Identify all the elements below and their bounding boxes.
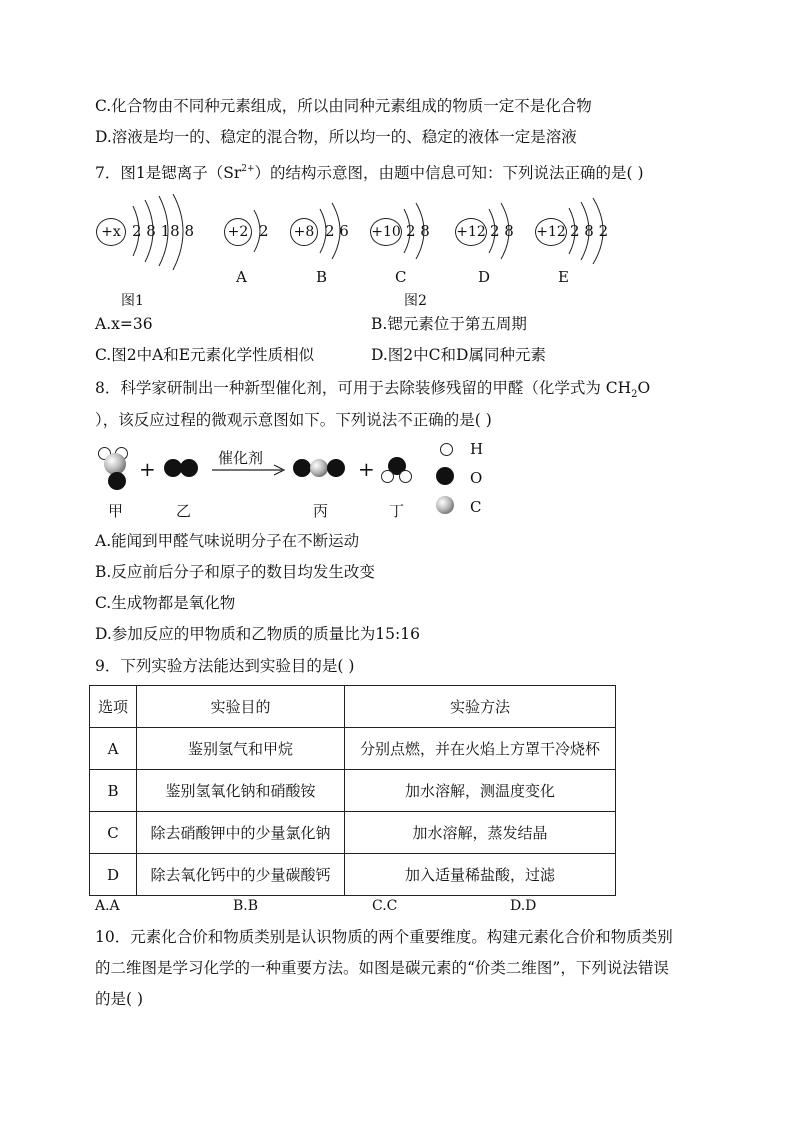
plus-sign: + <box>358 457 375 481</box>
q7-option-c: C.图2中A和E元素化学性质相似 <box>95 346 315 364</box>
table-cell: B <box>90 770 137 812</box>
atom-a-shell-numbers: 2 <box>259 222 269 240</box>
table-cell: D <box>90 854 137 896</box>
table-cell: 鉴别氢氧化钠和硝酸铵 <box>137 770 345 812</box>
q6-option-d: D.溶液是均一的、稳定的混合物，所以均一的、稳定的液体一定是溶液 <box>95 128 577 146</box>
q8-option-c: C.生成物都是氧化物 <box>95 594 236 612</box>
table-cell: 加水溶解，测温度变化 <box>345 770 616 812</box>
atom-d-shell-numbers: 2 8 <box>490 222 514 240</box>
legend-c-label: C <box>470 498 482 516</box>
q7-option-a: A.x=36 <box>95 315 153 333</box>
oxygen-atom <box>108 472 126 490</box>
table-row <box>90 812 616 854</box>
q7-option-d: D.图2中C和D属同种元素 <box>371 346 546 364</box>
header-cell: 实验目的 <box>137 686 345 728</box>
table-row <box>90 728 616 770</box>
q8-stem-part1: 8．科学家研制出一种新型催化剂，可用于去除装修残留的甲醛（化学式为 CH <box>95 379 632 397</box>
q8-stem-part2: O <box>637 379 651 397</box>
legend-h-label: H <box>470 440 484 458</box>
q10-line3: 的是( ) <box>95 990 144 1008</box>
experiment-table <box>89 685 616 896</box>
atom-e-label: E <box>558 268 569 286</box>
table-cell: 加入适量稀盐酸，过滤 <box>345 854 616 896</box>
label-jia: 甲 <box>108 502 124 520</box>
q7-stem <box>95 159 644 183</box>
reaction-arrow <box>212 464 288 476</box>
plus-sign: + <box>139 457 156 481</box>
q7-option-b: B.锶元素位于第五周期 <box>371 315 527 333</box>
table-cell: 除去氧化钙中的少量碳酸钙 <box>137 854 345 896</box>
table-row <box>90 854 616 896</box>
q7-stem-part1: 7．图1是锶离子（Sr <box>95 164 242 182</box>
ion-charge: 2+ <box>241 164 255 174</box>
fig1-label: 图1 <box>121 293 144 309</box>
q8-stem-line1 <box>95 378 650 405</box>
atom-b-label: B <box>316 268 328 286</box>
table-cell: 加水溶解，蒸发结晶 <box>345 812 616 854</box>
atom-c-shell-numbers: 2 8 <box>406 222 430 240</box>
q10-line2: 的二维图是学习化学的一种重要方法。如图是碳元素的“价类二维图”，下列说法错误 <box>95 959 669 977</box>
hydrogen-atom <box>399 470 412 483</box>
atom-e-nucleus: +12 <box>535 218 567 246</box>
table-row <box>90 770 616 812</box>
table-cell: 除去硝酸钾中的少量氯化钠 <box>137 812 345 854</box>
atom-d-label: D <box>478 268 491 286</box>
legend-hydrogen-atom <box>440 443 453 456</box>
label-bing: 丙 <box>313 502 329 520</box>
atom-a-label: A <box>236 268 247 286</box>
label-yi: 乙 <box>176 502 192 520</box>
header-cell: 选项 <box>90 686 137 728</box>
fig2-label: 图2 <box>404 293 427 309</box>
legend-carbon-atom <box>436 496 454 514</box>
q9-option-c: C.C <box>372 898 398 914</box>
atom-c-nucleus: +10 <box>370 218 402 246</box>
table-header-row <box>90 686 616 728</box>
atom-d-nucleus: +12 <box>455 218 487 246</box>
q8-stem-line2: ），该反应过程的微观示意图如下。下列说法不正确的是( ) <box>95 411 492 429</box>
legend-o-label: O <box>470 469 483 487</box>
q6-option-c: C.化合物由不同种元素组成，所以由同种元素组成的物质一定不是化合物 <box>95 97 592 115</box>
table-cell: C <box>90 812 137 854</box>
atom-e-shell-numbers: 2 8 2 <box>570 222 609 240</box>
carbon-atom <box>310 459 328 477</box>
oxygen-atom <box>180 459 198 477</box>
table-cell: A <box>90 728 137 770</box>
atom-a-nucleus: +2 <box>224 218 252 246</box>
legend-oxygen-atom <box>436 467 454 485</box>
label-ding: 丁 <box>389 502 405 520</box>
q9-option-b: B.B <box>233 898 259 914</box>
q9-option-d: D.D <box>510 898 537 914</box>
q9-option-a: A.A <box>95 898 120 914</box>
atom-c-label: C <box>395 268 407 286</box>
q10-line1: 10．元素化合价和物质类别是认识物质的两个重要维度。构建元素化合价和物质类别 <box>95 928 673 946</box>
q7-stem-part2: ）的结构示意图，由题中信息可知：下列说法正确的是( ) <box>254 164 644 182</box>
q8-option-d: D.参加反应的甲物质和乙物质的质量比为15:16 <box>95 625 420 643</box>
atom-b-nucleus: +8 <box>290 218 318 246</box>
fig1-nucleus: +x <box>96 218 126 246</box>
header-cell: 实验方法 <box>345 686 616 728</box>
catalyst-label: 催化剂 <box>218 449 264 467</box>
table-cell: 鉴别氢气和甲烷 <box>137 728 345 770</box>
atom-b-shell-numbers: 2 6 <box>325 222 349 240</box>
oxygen-atom <box>327 459 345 477</box>
oxygen-atom <box>293 459 311 477</box>
fig1-shell-numbers: 2 8 18 8 <box>132 222 195 240</box>
q9-stem: 9．下列实验方法能达到实验目的是( ) <box>95 657 355 675</box>
q8-option-a: A.能闻到甲醛气味说明分子在不断运动 <box>95 532 360 550</box>
formula-subscript: 2 <box>631 389 638 400</box>
q8-option-b: B.反应前后分子和原子的数目均发生改变 <box>95 563 375 581</box>
table-cell: 分别点燃，并在火焰上方罩干冷烧杯 <box>345 728 616 770</box>
hydrogen-atom <box>381 470 394 483</box>
